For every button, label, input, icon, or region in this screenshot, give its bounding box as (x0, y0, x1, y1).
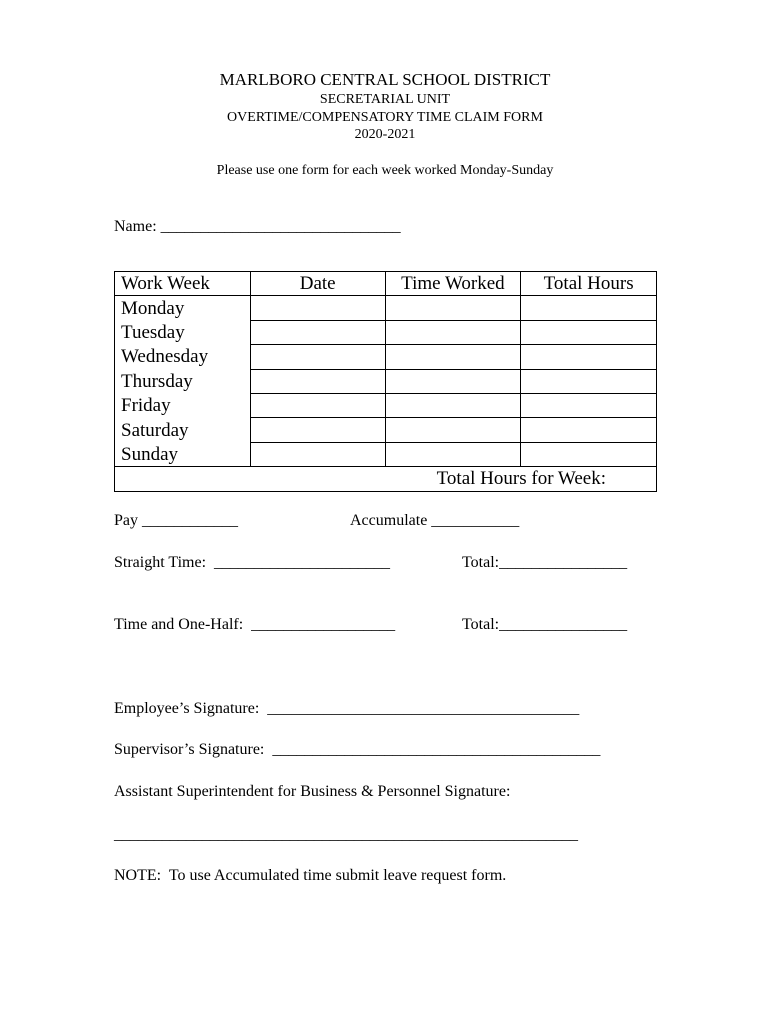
time-worked-cell[interactable] (385, 393, 521, 417)
table-row (115, 345, 657, 369)
total-hours-cell[interactable] (521, 418, 657, 442)
supervisor-signature-field[interactable]: Supervisor’s Signature: _________________________________________ (114, 741, 601, 758)
date-cell[interactable] (250, 345, 385, 369)
time-worked-cell[interactable] (385, 418, 521, 442)
total-hours-cell[interactable] (521, 296, 657, 320)
day-label: Saturday (115, 418, 251, 442)
time-worked-cell[interactable] (385, 369, 521, 393)
name-field[interactable]: Name: ______________________________ (114, 218, 401, 235)
instruction-text: Please use one form for each week worked Monday-Sunday (216, 163, 554, 178)
time-worked-cell[interactable] (385, 320, 521, 344)
work-week-table (114, 271, 657, 492)
asst-superintendent-signature-label: Assistant Superintendent for Business & Personnel Signature: (114, 783, 511, 800)
date-cell[interactable] (250, 369, 385, 393)
note-text: NOTE: To use Accumulated time submit leave request form. (114, 867, 507, 884)
day-label: Wednesday (115, 345, 251, 369)
header-time-worked: Time Worked (385, 272, 521, 296)
time-and-half-field[interactable]: Time and One-Half: __________________ (114, 616, 396, 633)
table-row (115, 296, 657, 320)
table-header-row (115, 272, 657, 296)
date-cell[interactable] (250, 320, 385, 344)
total-hours-cell[interactable] (521, 345, 657, 369)
total-hours-week-label[interactable]: Total Hours for Week: (115, 467, 657, 491)
straight-time-total-field[interactable]: Total:________________ (462, 554, 628, 571)
table-row (115, 369, 657, 393)
time-worked-cell[interactable] (385, 442, 521, 466)
total-hours-cell[interactable] (521, 393, 657, 417)
accumulate-field[interactable]: Accumulate ___________ (350, 512, 520, 529)
unit-subtitle: SECRETARIAL UNIT (319, 92, 451, 107)
district-title: MARLBORO CENTRAL SCHOOL DISTRICT (219, 70, 551, 89)
day-label: Monday (115, 296, 251, 320)
employee-signature-field[interactable]: Employee’s Signature: _______________________________________ (114, 700, 580, 717)
time-worked-cell[interactable] (385, 296, 521, 320)
school-year: 2020-2021 (354, 127, 416, 142)
header-date: Date (250, 272, 385, 296)
asst-superintendent-signature-line[interactable]: __________________________________________________________ (114, 826, 578, 843)
total-hours-cell[interactable] (521, 320, 657, 344)
total-row (115, 467, 657, 491)
date-cell[interactable] (250, 393, 385, 417)
table-row (115, 418, 657, 442)
table-row (115, 393, 657, 417)
total-hours-cell[interactable] (521, 369, 657, 393)
date-cell[interactable] (250, 418, 385, 442)
date-cell[interactable] (250, 296, 385, 320)
time-and-half-total-field[interactable]: Total:________________ (462, 616, 628, 633)
time-worked-cell[interactable] (385, 345, 521, 369)
pay-field[interactable]: Pay ____________ (114, 512, 238, 529)
header-work-week: Work Week (115, 272, 251, 296)
straight-time-field[interactable]: Straight Time: ______________________ (114, 554, 391, 571)
date-cell[interactable] (250, 442, 385, 466)
day-label: Friday (115, 393, 251, 417)
total-hours-cell[interactable] (521, 442, 657, 466)
day-label: Sunday (115, 442, 251, 466)
day-label: Tuesday (115, 320, 251, 344)
table-row (115, 320, 657, 344)
form-title: OVERTIME/COMPENSATORY TIME CLAIM FORM (227, 110, 543, 125)
header-total-hours: Total Hours (521, 272, 657, 296)
day-label: Thursday (115, 369, 251, 393)
table-row (115, 442, 657, 466)
